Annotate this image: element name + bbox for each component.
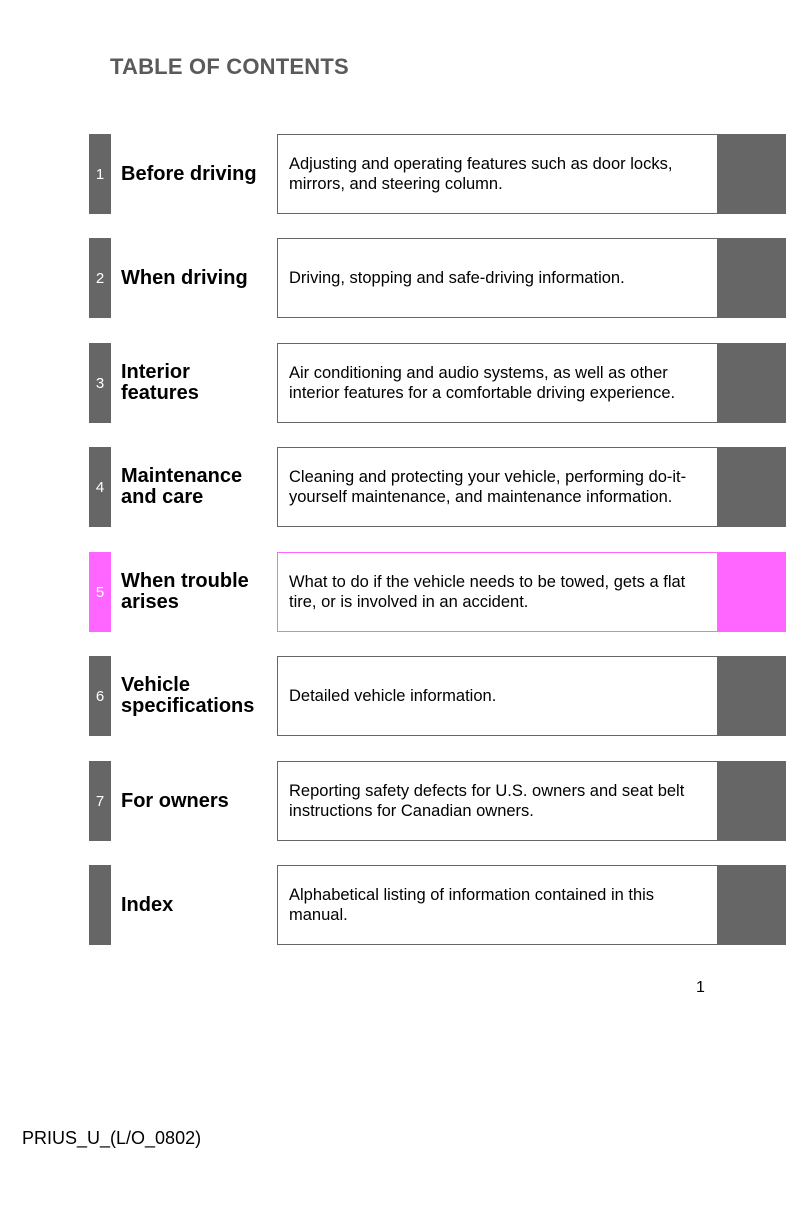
section-title: For owners (121, 789, 229, 812)
section-number-tab (89, 865, 111, 945)
section-thumb-tab (717, 761, 786, 841)
section-title: Before driving (121, 162, 257, 185)
section-thumb-tab (717, 552, 786, 632)
section-thumb-tab (717, 343, 786, 423)
section-thumb-tab (717, 447, 786, 527)
page-title: TABLE OF CONTENTS (110, 54, 349, 79)
page-number: 1 (696, 979, 705, 996)
section-description: Reporting safety defects for U.S. owners and seat belt instructions for Canadian owners. (289, 782, 685, 820)
section-title: Maintenance and care (121, 465, 243, 508)
section-description: Driving, stopping and safe-driving information. (289, 269, 625, 287)
section-number-tab: 4 (89, 447, 111, 527)
section-description: What to do if the vehicle needs to be towed, gets a flat tire, or is involved in an accident. (289, 573, 686, 611)
section-description: Air conditioning and audio systems, as well as other interior features for a comfortable driving experience. (289, 364, 676, 402)
toc-item-index[interactable] (89, 865, 786, 945)
section-number-tab: 1 (89, 134, 111, 214)
section-description-box (277, 447, 718, 527)
toc-item-when-trouble-arises[interactable] (89, 552, 786, 632)
section-title: Index (121, 893, 174, 916)
toc-item-for-owners[interactable] (89, 761, 786, 841)
section-description-box (277, 134, 718, 214)
section-title: When driving (121, 266, 248, 289)
section-number-tab: 2 (89, 238, 111, 318)
section-thumb-tab (717, 656, 786, 736)
section-description-box (277, 552, 718, 632)
section-description-box (277, 343, 718, 423)
section-thumb-tab (717, 238, 786, 318)
toc-item-maintenance-and-care[interactable] (89, 447, 786, 527)
section-description: Detailed vehicle information. (289, 687, 497, 705)
section-number-tab: 5 (89, 552, 111, 632)
section-title: Interior features (121, 361, 199, 404)
toc-item-when-driving[interactable] (89, 238, 786, 318)
section-description: Alphabetical listing of information contained in this manual. (289, 886, 655, 924)
document-code: PRIUS_U_(L/O_0802) (22, 1128, 202, 1148)
toc-item-before-driving[interactable] (89, 134, 786, 214)
section-description-box (277, 761, 718, 841)
section-description-box (277, 238, 718, 318)
section-title: When trouble arises (121, 570, 249, 613)
section-number-tab: 7 (89, 761, 111, 841)
section-thumb-tab (717, 134, 786, 214)
section-description: Cleaning and protecting your vehicle, performing do-it-yourself maintenance, and maintenance information. (289, 468, 687, 506)
section-thumb-tab (717, 865, 786, 945)
section-description: Adjusting and operating features such as door locks, mirrors, and steering column. (289, 155, 673, 193)
section-description-box (277, 865, 718, 945)
section-number-tab: 3 (89, 343, 111, 423)
section-title: Vehicle specifications (121, 674, 255, 717)
toc-item-vehicle-specifications[interactable] (89, 656, 786, 736)
section-description-box (277, 656, 718, 736)
toc-item-interior-features[interactable] (89, 343, 786, 423)
section-number-tab: 6 (89, 656, 111, 736)
